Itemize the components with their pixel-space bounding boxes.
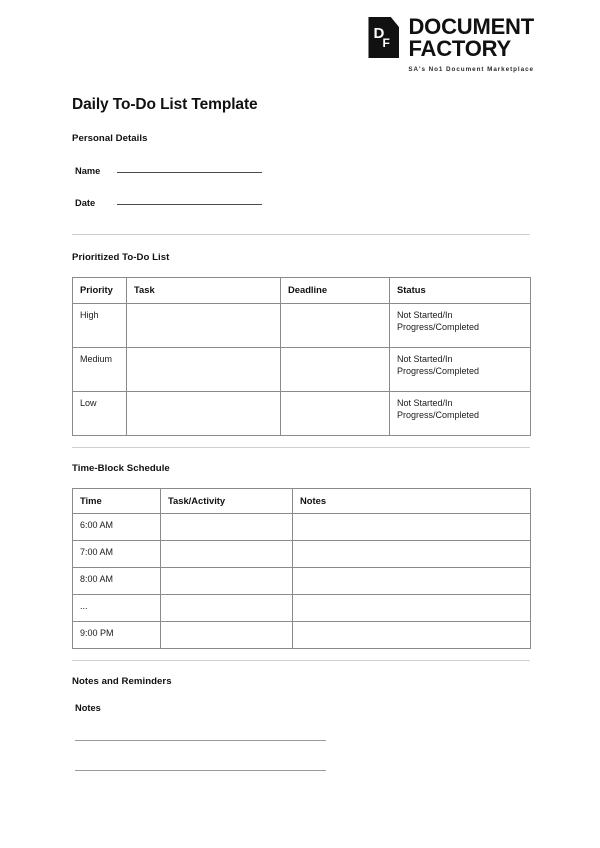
field-row-date[interactable] — [75, 198, 530, 208]
prioritized-todo-table — [72, 277, 531, 436]
table-header-row — [73, 488, 531, 514]
cell-notes-0800am[interactable] — [293, 568, 531, 595]
prioritized-table-body — [73, 303, 531, 435]
field-input-name[interactable] — [117, 172, 262, 173]
cell-deadline-medium[interactable] — [281, 347, 390, 391]
section-heading-time-block-schedule: Time-Block Schedule — [72, 462, 170, 474]
schedule-table-body — [73, 514, 531, 649]
icon-letter-d: D — [373, 25, 384, 42]
field-label-name: Name — [75, 166, 101, 176]
column-header-task-activity: Task/Activity — [161, 488, 293, 514]
section-heading-personal-details: Personal Details — [72, 133, 148, 144]
cell-deadline-high[interactable] — [281, 303, 390, 347]
notes-write-line-2[interactable] — [75, 770, 326, 771]
table-row — [73, 391, 531, 435]
divider-after-personal-details — [72, 234, 530, 235]
brand-word-factory: FACTORY — [408, 35, 511, 61]
page-title: Daily To-Do List Template — [72, 96, 258, 113]
table-row — [73, 622, 531, 649]
section-heading-prioritized-list: Prioritized To-Do List — [72, 252, 170, 263]
cell-status-low[interactable]: Not Started/In Progress/Completed — [390, 391, 531, 435]
cell-task-low[interactable] — [127, 391, 281, 435]
schedule-table-head — [73, 488, 531, 514]
column-header-status: Status — [390, 278, 531, 304]
cell-notes-0600am[interactable] — [293, 514, 531, 541]
cell-activity-0600am[interactable] — [161, 514, 293, 541]
prioritized-table-head — [73, 278, 531, 304]
table-row — [73, 568, 531, 595]
cell-time-0900pm: 9:00 PM — [73, 622, 161, 649]
divider-after-prioritized-list — [72, 447, 530, 448]
page-content — [72, 0, 530, 771]
table-row — [73, 347, 531, 391]
cell-priority-medium: Medium — [73, 347, 127, 391]
cell-notes-0900pm[interactable] — [293, 622, 531, 649]
cell-task-high[interactable] — [127, 303, 281, 347]
cell-status-medium[interactable]: Not Started/In Progress/Completed — [390, 347, 531, 391]
cell-task-medium[interactable] — [127, 347, 281, 391]
table-header-row — [73, 278, 531, 304]
notes-write-line-1[interactable] — [75, 740, 326, 741]
column-header-priority: Priority — [73, 278, 127, 304]
column-header-time: Time — [73, 488, 161, 514]
field-label-date: Date — [75, 198, 96, 208]
cell-priority-low: Low — [73, 391, 127, 435]
column-header-notes: Notes — [293, 488, 531, 514]
column-header-task: Task — [127, 278, 281, 304]
cell-activity-ellipsis[interactable] — [161, 595, 293, 622]
cell-activity-0700am[interactable] — [161, 541, 293, 568]
cell-time-ellipsis: ... — [73, 595, 161, 622]
brand-tagline: SA's No1 Document Marketplace — [408, 66, 534, 74]
cell-status-high[interactable]: Not Started/In Progress/Completed — [390, 303, 531, 347]
table-row — [73, 541, 531, 568]
brand-word-document: DOCUMENT — [408, 14, 534, 39]
cell-activity-0800am[interactable] — [161, 568, 293, 595]
cell-time-0600am: 6:00 AM — [73, 514, 161, 541]
table-row — [73, 514, 531, 541]
icon-letter-f: F — [382, 36, 390, 50]
cell-notes-0700am[interactable] — [293, 541, 531, 568]
column-header-deadline: Deadline — [281, 278, 390, 304]
divider-after-schedule — [72, 660, 530, 661]
field-row-name[interactable] — [75, 166, 530, 176]
cell-deadline-low[interactable] — [281, 391, 390, 435]
table-row — [73, 595, 531, 622]
field-input-date[interactable] — [117, 204, 262, 205]
table-row — [73, 303, 531, 347]
cell-time-0800am: 8:00 AM — [73, 568, 161, 595]
notes-sub-heading: Notes — [75, 703, 101, 714]
cell-activity-0900pm[interactable] — [161, 622, 293, 649]
cell-notes-ellipsis[interactable] — [293, 595, 531, 622]
time-block-schedule-table — [72, 488, 531, 650]
cell-time-0700am: 7:00 AM — [73, 541, 161, 568]
cell-priority-high: High — [73, 303, 127, 347]
section-heading-notes-and-reminders: Notes and Reminders — [72, 676, 172, 688]
